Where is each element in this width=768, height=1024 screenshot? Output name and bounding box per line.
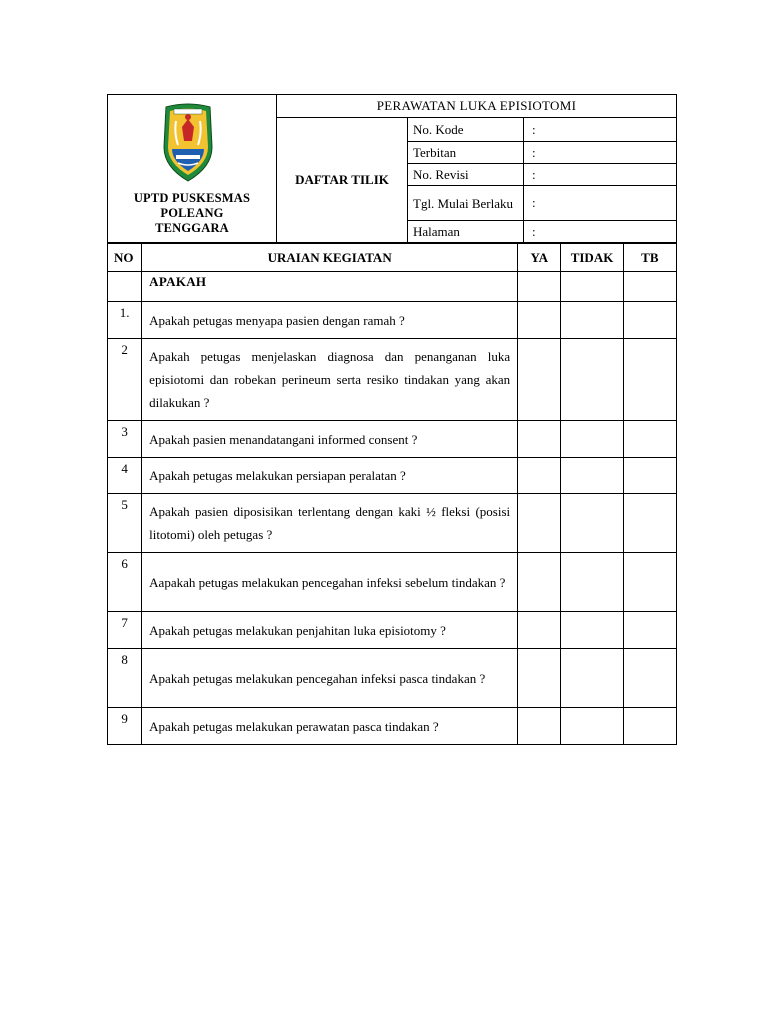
meta-label-terbitan: Terbitan	[408, 142, 524, 164]
table-row	[108, 458, 677, 494]
logo-cell	[108, 95, 277, 243]
item-text: Apakah petugas melakukan pencegahan infeksi pasca tindakan ?	[142, 649, 518, 708]
item-number: 5	[108, 494, 142, 553]
check-cell-tb	[623, 272, 676, 302]
organization-name	[108, 191, 276, 242]
meta-value-revisi: :	[524, 164, 677, 186]
item-text: Apakah pasien diposisikan terlentang dengan kaki ½ fleksi (posisi litotomi) oleh petugas ?	[142, 494, 518, 553]
item-text: Aapakah petugas melakukan pencegahan infeksi sebelum tindakan ?	[142, 553, 518, 612]
table-row	[108, 302, 677, 339]
check-cell-tb[interactable]	[623, 421, 676, 458]
check-cell-ya[interactable]	[518, 649, 561, 708]
table-row	[108, 708, 677, 745]
table-row	[108, 339, 677, 421]
table-row	[108, 421, 677, 458]
check-cell-tb[interactable]	[623, 612, 676, 649]
item-text: Apakah petugas melakukan perawatan pasca tindakan ?	[142, 708, 518, 745]
check-cell-ya	[518, 272, 561, 302]
column-header-no: NO	[108, 244, 142, 272]
item-text: Apakah petugas menyapa pasien dengan ramah ?	[142, 302, 518, 339]
meta-value-tgl-berlaku: :	[524, 186, 677, 221]
checklist-table	[107, 243, 677, 745]
check-cell-tidak[interactable]	[561, 553, 623, 612]
column-header-uraian: URAIAN KEGIATAN	[142, 244, 518, 272]
table-header-row	[108, 244, 677, 272]
check-cell-tidak[interactable]	[561, 612, 623, 649]
item-number: 7	[108, 612, 142, 649]
meta-label-tgl-berlaku: Tgl. Mulai Berlaku	[408, 186, 524, 221]
item-number: 9	[108, 708, 142, 745]
org-line: TENGGARA	[155, 221, 229, 235]
item-number: 3	[108, 421, 142, 458]
check-cell-tidak[interactable]	[561, 708, 623, 745]
section-row	[108, 272, 677, 302]
item-number: 6	[108, 553, 142, 612]
regency-crest-icon	[158, 101, 218, 183]
org-line: UPTD PUSKESMAS	[133, 191, 251, 205]
column-header-tidak: TIDAK	[561, 244, 623, 272]
check-cell-tidak[interactable]	[561, 421, 623, 458]
meta-value-terbitan: :	[524, 142, 677, 164]
column-header-tb: TB	[623, 244, 676, 272]
meta-value-kode: :	[524, 118, 677, 142]
meta-value-halaman: :	[524, 221, 677, 243]
item-text: Apakah pasien menandatangani informed consent ?	[142, 421, 518, 458]
check-cell-tidak[interactable]	[561, 649, 623, 708]
section-label: APAKAH	[142, 272, 518, 302]
table-row	[108, 649, 677, 708]
item-number: 2	[108, 339, 142, 421]
check-cell-tb[interactable]	[623, 458, 676, 494]
item-text: Apakah petugas menjelaskan diagnosa dan penanganan luka episiotomi dan robekan perineum serta resiko tindakan yang akan dilakukan ?	[142, 339, 518, 421]
check-cell-ya[interactable]	[518, 553, 561, 612]
check-cell-ya[interactable]	[518, 494, 561, 553]
check-cell-ya[interactable]	[518, 612, 561, 649]
document-type: DAFTAR TILIK	[277, 118, 408, 243]
table-row	[108, 494, 677, 553]
org-line: POLEANG	[160, 206, 224, 220]
check-cell-tidak[interactable]	[561, 494, 623, 553]
meta-label-halaman: Halaman	[408, 221, 524, 243]
item-text: Apakah petugas melakukan persiapan peralatan ?	[142, 458, 518, 494]
document-title: PERAWATAN LUKA EPISIOTOMI	[277, 95, 677, 118]
item-number: 1.	[108, 302, 142, 339]
item-text: Apakah petugas melakukan penjahitan luka episiotomy ?	[142, 612, 518, 649]
check-cell-ya[interactable]	[518, 302, 561, 339]
document-header	[107, 94, 677, 243]
meta-label-kode: No. Kode	[408, 118, 524, 142]
check-cell-tb[interactable]	[623, 494, 676, 553]
check-cell-ya[interactable]	[518, 458, 561, 494]
table-row	[108, 612, 677, 649]
meta-label-revisi: No. Revisi	[408, 164, 524, 186]
table-row	[108, 553, 677, 612]
section-no-cell	[108, 272, 142, 302]
check-cell-tb[interactable]	[623, 649, 676, 708]
check-cell-ya[interactable]	[518, 339, 561, 421]
check-cell-tidak	[561, 272, 623, 302]
check-cell-tb[interactable]	[623, 302, 676, 339]
check-cell-ya[interactable]	[518, 708, 561, 745]
check-cell-tidak[interactable]	[561, 302, 623, 339]
check-cell-tb[interactable]	[623, 708, 676, 745]
check-cell-tb[interactable]	[623, 553, 676, 612]
column-header-ya: YA	[518, 244, 561, 272]
item-number: 8	[108, 649, 142, 708]
check-cell-tidak[interactable]	[561, 339, 623, 421]
item-number: 4	[108, 458, 142, 494]
check-cell-tidak[interactable]	[561, 458, 623, 494]
check-cell-tb[interactable]	[623, 339, 676, 421]
logo-wrap	[108, 95, 276, 191]
check-cell-ya[interactable]	[518, 421, 561, 458]
